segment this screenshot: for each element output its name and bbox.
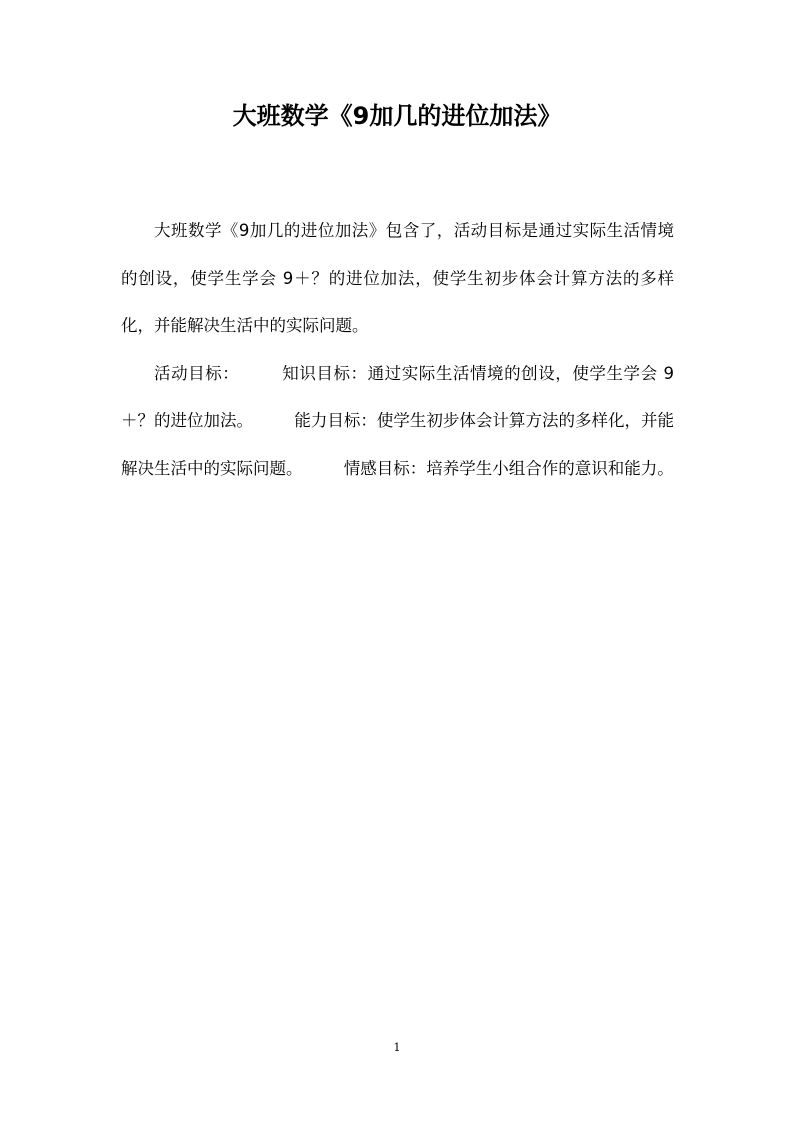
page-number: 1 [393,1041,401,1054]
objectives-paragraph: 活动目标： 知识目标：通过实际生活情境的创设，使学生学会 9＋？的进位加法。 能力目标：使学生初步体会计算方法的多样化，并能解决生活中的实际问题。 情感目标：培养学生小组合作的意识和能力。 [121,363,674,478]
document-body [121,207,674,492]
intro-paragraph: 大班数学《9加几的进位加法》包含了，活动目标是通过实际生活情境的创设，使学生学会 9＋？的进位加法，使学生初步体会计算方法的多样化，并能解决生活中的实际问题。 [121,221,674,335]
document-title: 大班数学《9加几的进位加法》 [232,102,562,130]
